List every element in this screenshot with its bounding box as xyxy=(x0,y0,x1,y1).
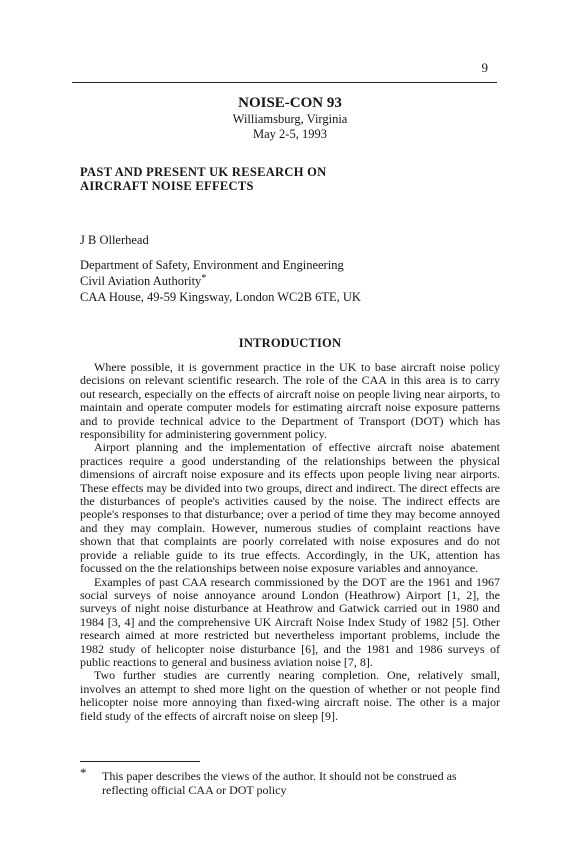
conference-block xyxy=(80,94,500,142)
paragraph: Two further studies are currently nearing completion. One, relatively small, involves an attempt to shed more light on the question of whether or not people find helicopter noise more annoying than fixed-wing aircraft noise. The other is a major field study of the effects of aircraft noise on sleep [9]. xyxy=(80,668,500,723)
paper-title-line: PAST AND PRESENT UK RESEARCH ON xyxy=(80,165,327,179)
paragraph: Where possible, it is government practice in the UK to base aircraft noise policy decisions on relevant scientific research. The role of the CAA in this area is to carry out research, especially on the effects of aircraft noise on people living near airports, to maintain and operate computer models for estimating aircraft noise exposure patterns and to provide technical advice to the Department of Transport (DOT) which has responsibility for administering government policy. xyxy=(80,360,500,442)
affiliation-organization: Civil Aviation Authority xyxy=(80,273,202,288)
footnote-mark: * xyxy=(80,765,87,780)
affiliation-block xyxy=(80,258,361,306)
affiliation-department: Department of Safety, Environment and Engineering xyxy=(80,258,344,272)
footnote xyxy=(80,765,500,797)
body-text xyxy=(80,361,500,723)
conference-location: Williamsburg, Virginia xyxy=(232,112,348,126)
footnote-reference-mark: * xyxy=(201,272,207,284)
footnote-text: This paper describes the views of the author. It should not be construed as reflecting official CAA or DOT policy xyxy=(102,769,457,797)
paragraph: Airport planning and the implementation of effective aircraft noise abatement practices require a good understanding of the relationships between the physical dimensions of aircraft noise exposure and its effects upon people living near airports. These effects may be divided into two groups, direct and indirect. The direct effects are the disturbances of people's activities caused by the noise. The indirect effects are people's responses to that disturbance; over a period of time they may become annoyed and they may complain. However, numerous studies of complaint reactions have shown that that complaints are poorly correlated with noise exposures and do not provide a reliable guide to its true effects. Accordingly, in the UK, attention has focussed on the the relationships between noise exposure variables and annoyance. xyxy=(80,440,500,576)
footnote-rule xyxy=(80,761,200,762)
page-number: 9 xyxy=(481,60,488,75)
affiliation-address: CAA House, 49-59 Kingsway, London WC2B 6TE, UK xyxy=(80,290,361,304)
conference-name: NOISE-CON 93 xyxy=(238,95,342,111)
conference-date: May 2-5, 1993 xyxy=(253,127,327,141)
paper-title-line: AIRCRAFT NOISE EFFECTS xyxy=(80,179,254,193)
author-name: J B Ollerhead xyxy=(80,233,149,247)
paper-title xyxy=(80,165,420,193)
section-heading: INTRODUCTION xyxy=(238,336,342,350)
header-rule xyxy=(72,82,497,83)
paragraph: Examples of past CAA research commissioned by the DOT are the 1961 and 1967 social surveys of noise annoyance around London (Heathrow) Airport [1, 2], the surveys of night noise disturbance at Heathrow and Gatwick carried out in 1980 and 1984 [3, 4] and the comprehensive UK Aircraft Noise Index Study of 1982 [5]. Other research aimed at more restricted but nevertheless important problems, include the 1982 study of helicopter noise disturbance [6], and the 1981 and 1986 surveys of public reactions to general and business aviation noise [7, 8]. xyxy=(80,574,500,669)
affiliation-organization-line xyxy=(80,274,361,291)
